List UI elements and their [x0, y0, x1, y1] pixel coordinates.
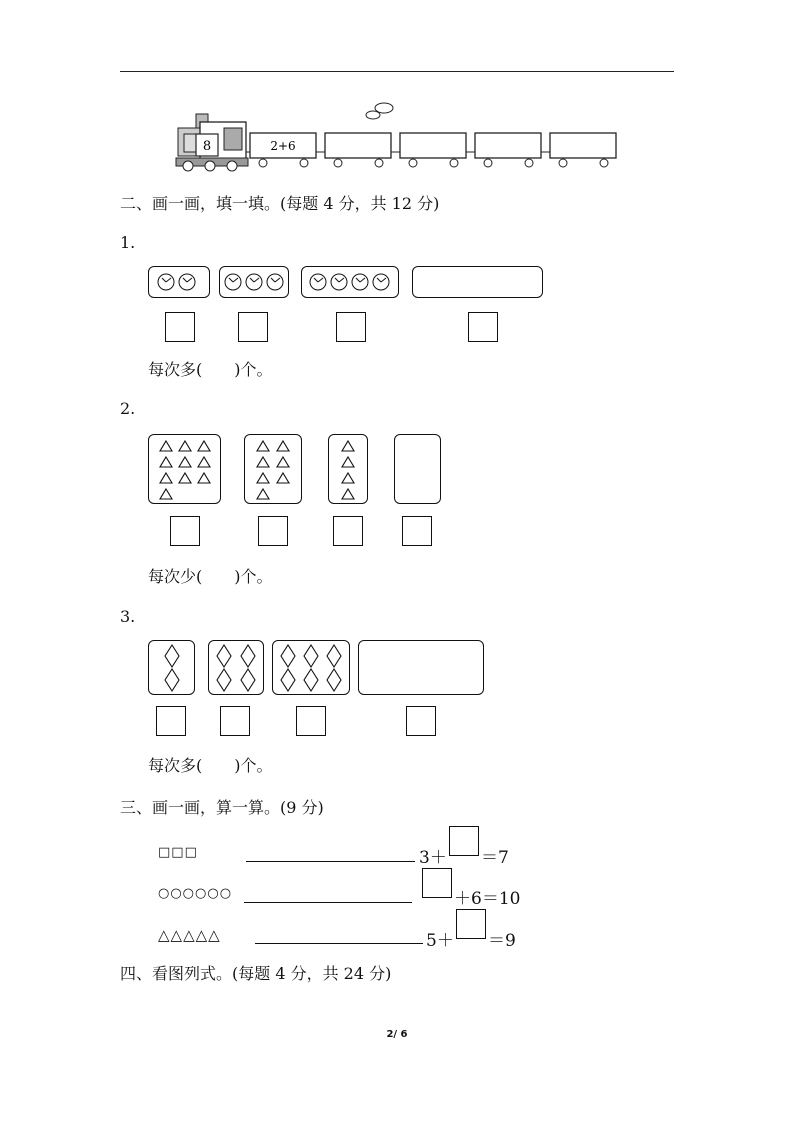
triangle-icon — [277, 457, 289, 467]
q3-diamonds-3 — [273, 641, 349, 694]
q1-frame-1 — [148, 266, 210, 298]
q2-answer-box-3[interactable] — [333, 516, 363, 546]
train-illustration — [170, 100, 620, 175]
row2-shapes: ○○○○○○ — [158, 886, 233, 901]
diamond-icon — [281, 669, 295, 691]
triangle-icon — [342, 441, 354, 451]
q1-answer-text: 每次多( )个。 — [148, 360, 273, 379]
q3-diamonds-2 — [209, 641, 263, 694]
triangle-icon — [257, 489, 269, 499]
q3-diamonds-1 — [149, 641, 194, 694]
clock-icon — [179, 274, 195, 290]
q2-frame-4-empty[interactable] — [394, 434, 441, 504]
row1-expr-after: ＝7 — [481, 848, 509, 868]
diamond-icon — [327, 645, 341, 667]
row1-expr-before: 3＋ — [419, 848, 447, 868]
q2-number: 2. — [120, 399, 136, 418]
q2-frame-2 — [244, 434, 302, 504]
clock-icon — [225, 274, 241, 290]
row3-expr-after: ＝9 — [488, 931, 516, 951]
q2-frame-3 — [328, 434, 368, 504]
diamond-icon — [281, 645, 295, 667]
q2-frame-1 — [148, 434, 221, 504]
q2-answer-text: 每次少( )个。 — [148, 567, 273, 586]
train-car-4 — [475, 133, 541, 167]
q2-answer-box-2[interactable] — [258, 516, 288, 546]
q3-frame-3 — [272, 640, 350, 695]
triangle-icon — [257, 441, 269, 451]
q1-frame-4-empty[interactable] — [412, 266, 543, 298]
q3-answer-box-1[interactable] — [156, 706, 186, 736]
q1-answer-box-1[interactable] — [165, 312, 195, 342]
train-car-3 — [400, 133, 466, 167]
diamond-icon — [165, 669, 179, 691]
clock-icon — [310, 274, 326, 290]
row2-input-box[interactable] — [422, 868, 452, 898]
row3-draw-line[interactable] — [255, 943, 423, 944]
triangle-icon — [160, 457, 172, 467]
triangle-icon — [179, 473, 191, 483]
clock-icon — [246, 274, 262, 290]
diamond-icon — [327, 669, 341, 691]
clock-icon — [373, 274, 389, 290]
section3-heading: 三、画一画，算一算。(9 分) — [120, 798, 324, 817]
clock-icon — [158, 274, 174, 290]
row1-input-box[interactable] — [449, 826, 479, 856]
clock-icon — [352, 274, 368, 290]
train-car-5 — [550, 133, 616, 167]
triangle-icon — [277, 473, 289, 483]
clock-icon — [331, 274, 347, 290]
q2-answer-box-1[interactable] — [170, 516, 200, 546]
q3-answer-text: 每次多( )个。 — [148, 756, 273, 775]
q1-answer-box-3[interactable] — [336, 312, 366, 342]
triangle-icon — [179, 457, 191, 467]
triangle-icon — [160, 441, 172, 451]
triangle-icon — [198, 473, 210, 483]
q1-clocks-3 — [302, 267, 398, 297]
triangle-icon — [179, 441, 191, 451]
row2-draw-line[interactable] — [244, 902, 412, 903]
engine-number: 8 — [202, 139, 212, 154]
triangle-icon — [198, 457, 210, 467]
q3-answer-box-3[interactable] — [296, 706, 326, 736]
triangle-icon — [342, 473, 354, 483]
q2-triangles-1 — [149, 435, 220, 503]
triangle-icon — [342, 489, 354, 499]
diamond-icon — [241, 669, 255, 691]
q1-clocks-2 — [220, 267, 288, 297]
triangle-icon — [198, 441, 210, 451]
q2-triangles-2 — [245, 435, 301, 503]
q3-number: 3. — [120, 607, 136, 626]
q3-frame-1 — [148, 640, 195, 695]
diamond-icon — [241, 645, 255, 667]
q2-answer-box-4[interactable] — [402, 516, 432, 546]
q3-frame-4-empty[interactable] — [358, 640, 484, 695]
triangle-icon — [257, 457, 269, 467]
diamond-icon — [304, 669, 318, 691]
triangle-icon — [160, 489, 172, 499]
row2-expr-after: ＋6＝10 — [454, 889, 521, 909]
q3-answer-box-2[interactable] — [220, 706, 250, 736]
q1-answer-box-4[interactable] — [468, 312, 498, 342]
page-number: 2/ 6 — [386, 1029, 408, 1040]
diamond-icon — [217, 645, 231, 667]
row1-draw-line[interactable] — [246, 861, 415, 862]
q1-frame-3 — [301, 266, 399, 298]
q2-triangles-3 — [329, 435, 367, 503]
q1-frame-2 — [219, 266, 289, 298]
car1-label: 2+6 — [270, 139, 296, 153]
triangle-icon — [257, 473, 269, 483]
train-car-1 — [250, 133, 316, 167]
triangle-icon — [342, 457, 354, 467]
diamond-icon — [304, 645, 318, 667]
diamond-icon — [217, 669, 231, 691]
q3-frame-2 — [208, 640, 264, 695]
train-car-2 — [325, 133, 391, 167]
q1-answer-box-2[interactable] — [238, 312, 268, 342]
row1-shapes: □□□ — [158, 845, 198, 860]
section4-heading: 四、看图列式。(每题 4 分，共 24 分) — [120, 964, 392, 983]
row3-input-box[interactable] — [456, 909, 486, 939]
top-rule — [120, 71, 674, 72]
diamond-icon — [165, 645, 179, 667]
triangle-icon — [160, 473, 172, 483]
row3-expr-before: 5＋ — [426, 931, 454, 951]
clock-icon — [267, 274, 283, 290]
q3-answer-box-4[interactable] — [406, 706, 436, 736]
row3-shapes: △△△△△ — [158, 926, 221, 944]
q1-number: 1. — [120, 233, 136, 252]
section2-heading: 二、画一画，填一填。(每题 4 分，共 12 分) — [120, 194, 440, 213]
q1-clocks-1 — [149, 267, 209, 297]
triangle-icon — [277, 441, 289, 451]
